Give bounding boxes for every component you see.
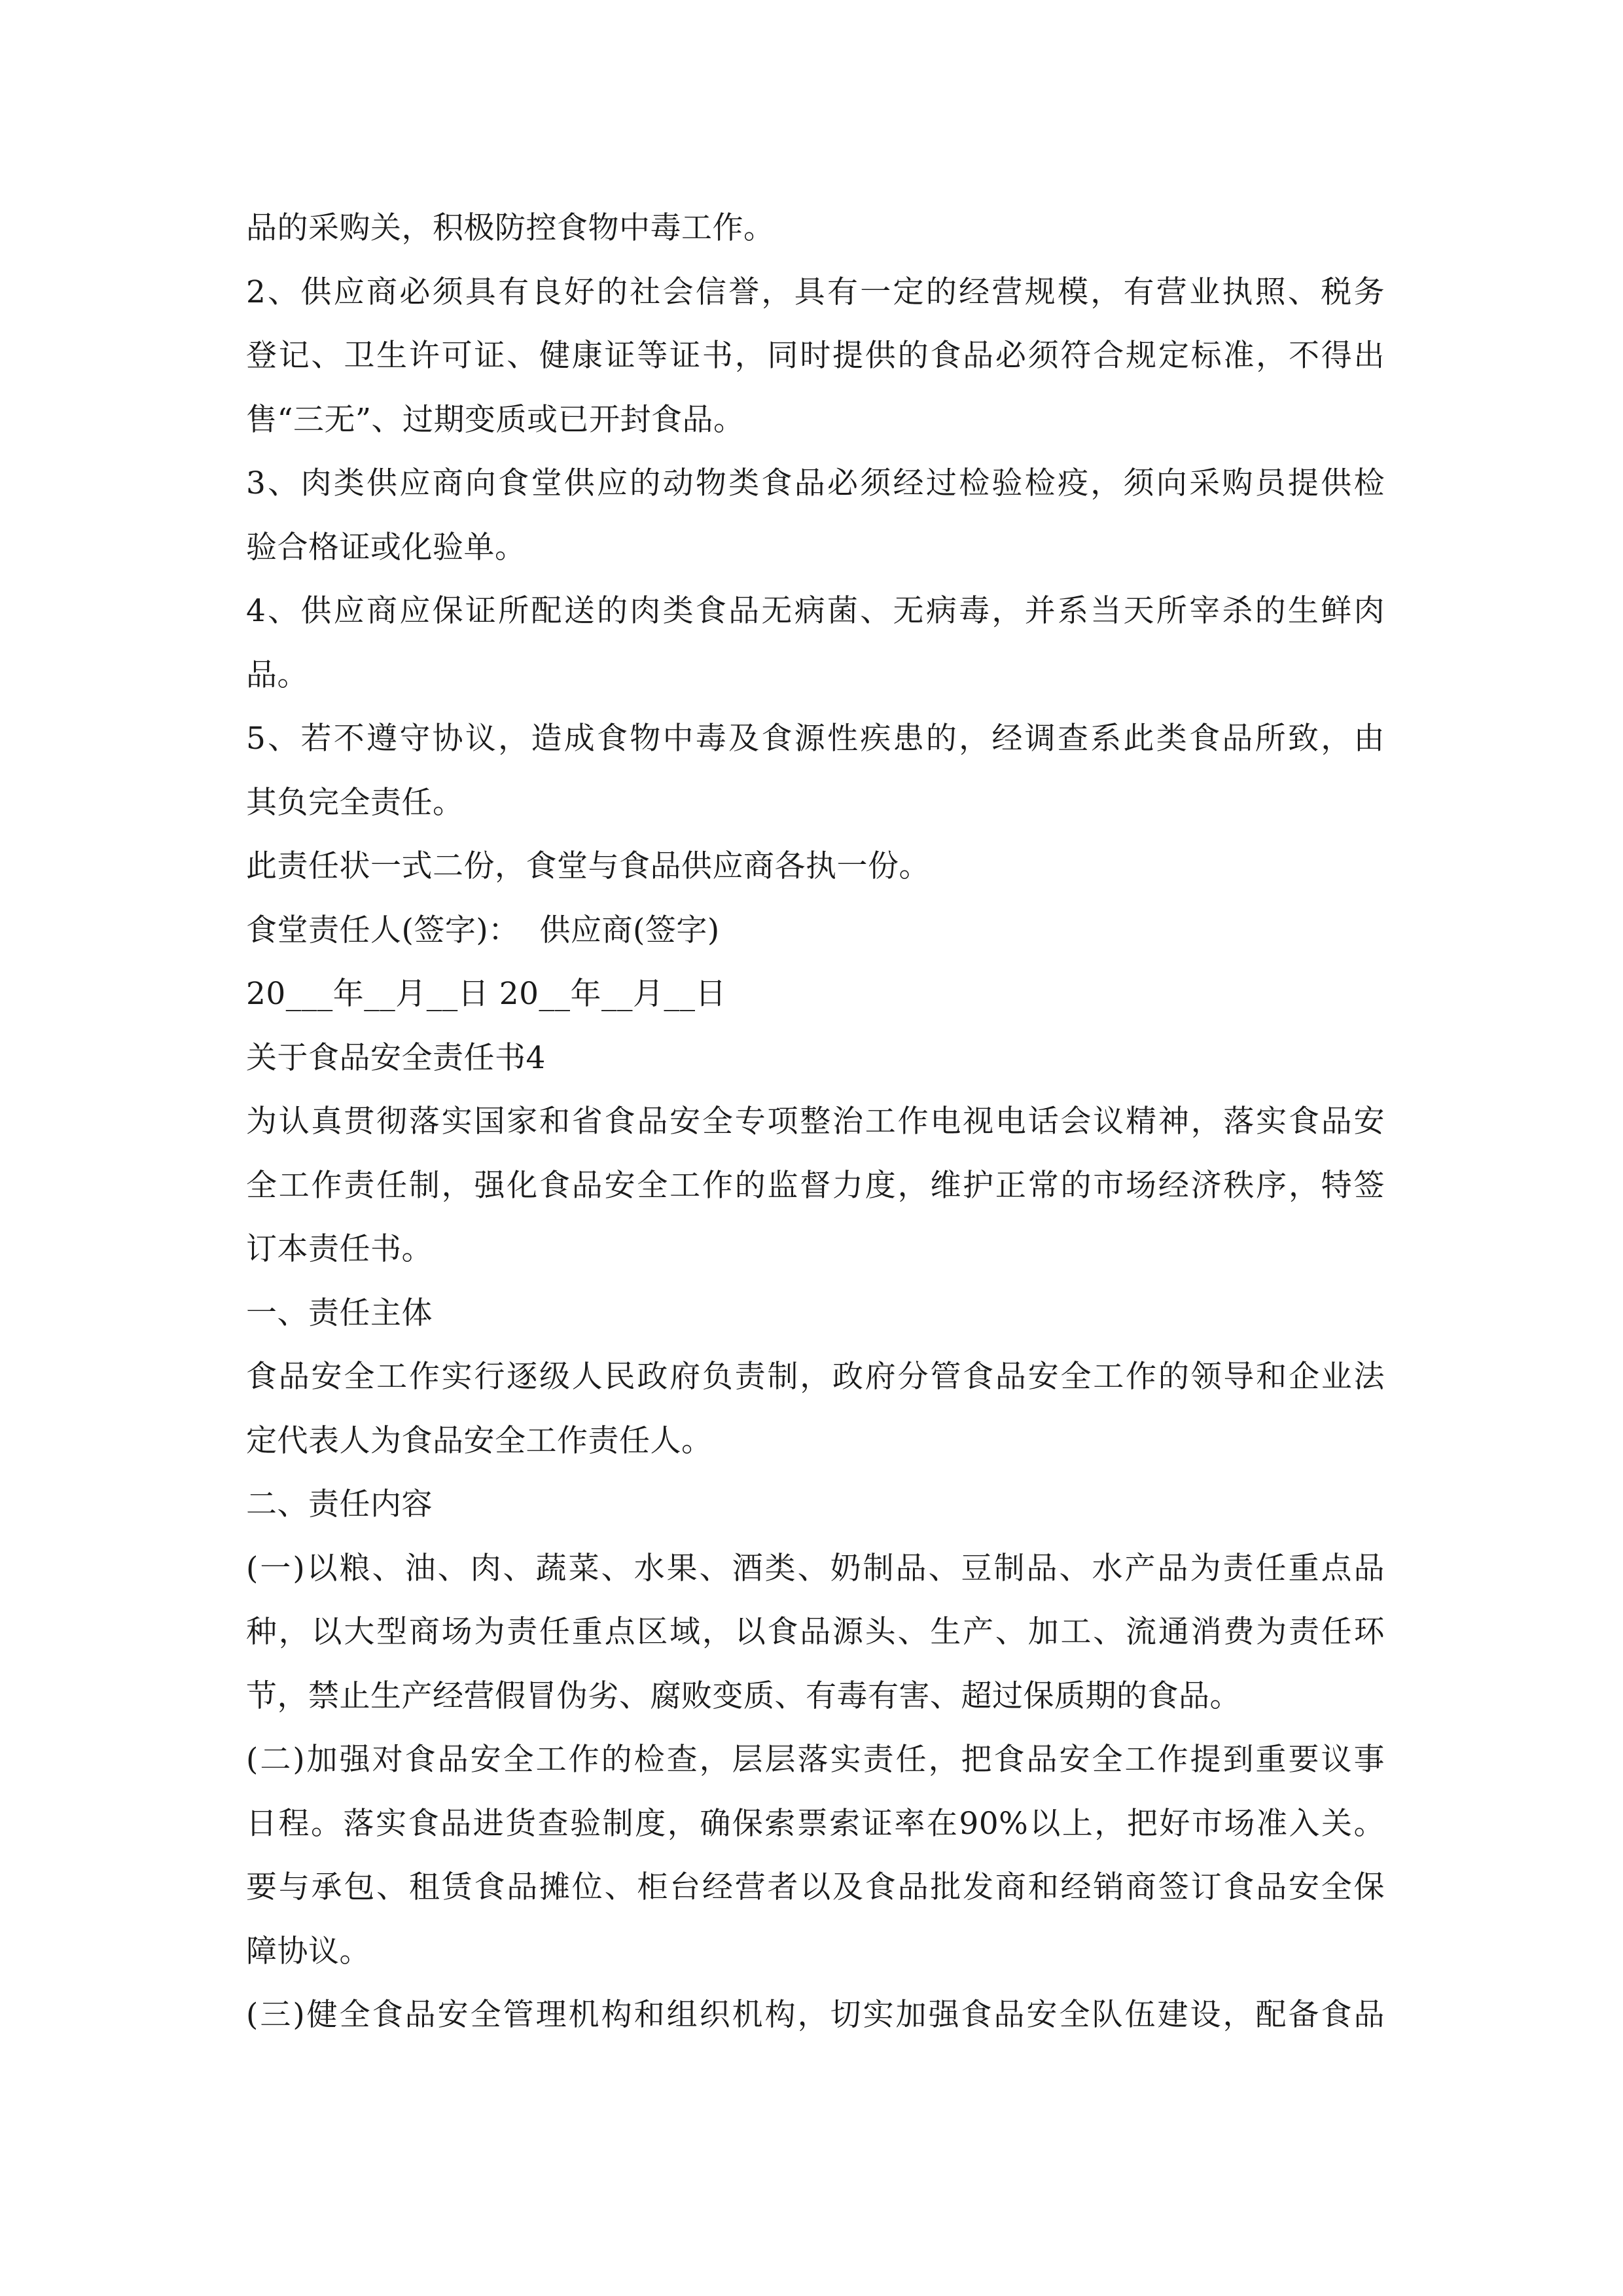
text-line: 此责任状一式二份，食堂与食品供应商各执一份。 [246,848,930,884]
text-line: 为认真贯彻落实国家和省食品安全专项整治工作电视电话会议精神，落实食品安 [246,1103,1385,1139]
text-line: 登记、卫生许可证、健康证等证书，同时提供的食品必须符合规定标准，不得出 [246,338,1385,374]
text-line: 食品安全工作实行逐级人民政府负责制，政府分管食品安全工作的领导和企业法 [246,1359,1385,1395]
text-line: (一)以粮、油、肉、蔬菜、水果、酒类、奶制品、豆制品、水产品为责任重点品 [246,1550,1385,1587]
text-line: 日程。落实食品进货查验制度，确保索票索证率在90%以上，把好市场准入关。 [246,1805,1385,1842]
text-line: 品的采购关，积极防控食物中毒工作。 [246,210,775,246]
text-line: 订本责任书。 [246,1231,433,1267]
text-line: 全工作责任制，强化食品安全工作的监督力度，维护正常的市场经济秩序，特签 [246,1167,1385,1204]
text-line: (三)健全食品安全管理机构和组织机构，切实加强食品安全队伍建设，配备食品 [246,1997,1385,2033]
text-line: (二)加强对食品安全工作的检查，层层落实责任，把食品安全工作提到重要议事 [246,1742,1385,1778]
text-line: 品。 [246,656,308,693]
text-line: 障协议。 [246,1933,370,1969]
heading-line: 一、责任主体 [246,1295,433,1331]
document-body [246,196,1385,2047]
text-line: 2、供应商必须具有良好的社会信誉，具有一定的经营规模，有营业执照、税务 [246,274,1385,310]
text-line: 要与承包、租赁食品摊位、柜台经营者以及食品批发商和经销商签订食品安全保 [246,1869,1385,1905]
heading-line: 二、责任内容 [246,1486,433,1522]
text-line: 验合格证或化验单。 [246,529,526,565]
section-title: 关于食品安全责任书4 [246,1039,546,1076]
text-line: 3、肉类供应商向食堂供应的动物类食品必须经过检验检疫，须向采购员提供检 [246,465,1385,501]
text-line: 种，以大型商场为责任重点区域，以食品源头、生产、加工、流通消费为责任环 [246,1614,1385,1650]
signature-line: 食堂责任人(签字)： 供应商(签字) [246,912,720,948]
text-line: 其负完全责任。 [246,784,464,821]
text-line: 定代表人为食品安全工作责任人。 [246,1422,713,1459]
text-line: 5、若不遵守协议，造成食物中毒及食源性疾患的，经调查系此类食品所致，由 [246,721,1385,757]
text-line: 售“三无”、过期变质或已开封食品。 [246,401,745,438]
text-line: 4、供应商应保证所配送的肉类食品无病菌、无病毒，并系当天所宰杀的生鲜肉 [246,593,1385,629]
text-line: 节，禁止生产经营假冒伪劣、腐败变质、有毒有害、超过保质期的食品。 [246,1677,1241,1714]
date-line: 20___年__月__日 20__年__月__日 [246,976,727,1012]
